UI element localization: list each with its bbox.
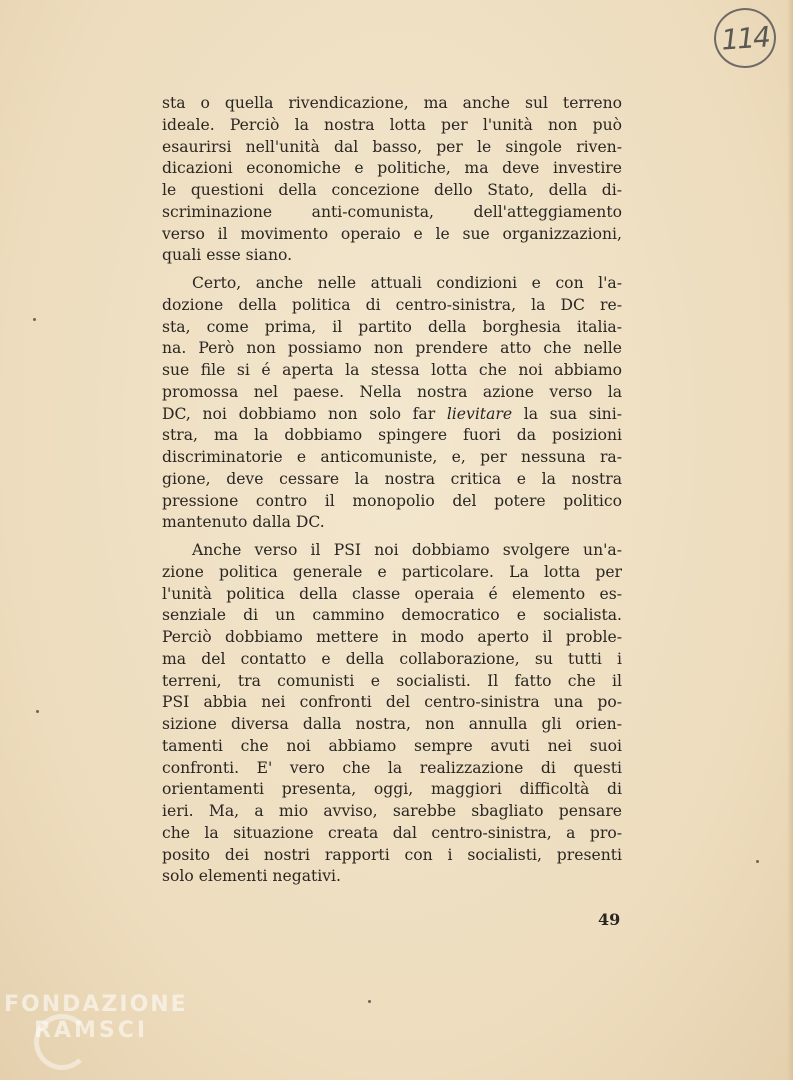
text-line: che la situazione creata dal centro-sinistra, a pro- <box>162 823 622 842</box>
text-line: confronti. E' vero che la realizzazione di questi <box>162 758 622 777</box>
text-line: le questioni della concezione dello Stato, della di- <box>162 181 622 199</box>
paragraph-3 <box>162 540 622 888</box>
text-line: l'unità politica della classe operaia é elemento es- <box>162 584 622 603</box>
watermark-line-1: FONDAZIONE <box>4 992 188 1017</box>
text-line: solo elementi negativi. <box>162 867 341 886</box>
paper-speck <box>36 710 39 713</box>
text-line: Perciò dobbiamo mettere in modo aperto il proble- <box>162 628 622 646</box>
body-text <box>162 93 622 894</box>
text-line: sta, come prima, il partito della borghesia italia- <box>162 317 622 336</box>
text-line: dozione della politica di centro-sinistra, la DC re- <box>162 295 622 314</box>
text-line: posito dei nostri rapporti con i socialisti, presenti <box>162 845 622 864</box>
text-line: DC, noi dobbiamo non solo far lievitare la sua sini- <box>162 404 622 423</box>
text-line: sue file si é aperta la stessa lotta che noi abbiamo <box>162 361 622 379</box>
text-line: senziale di un cammino democratico e socialista. <box>162 606 622 625</box>
text-line: discriminatorie e anticomuniste, e, per nessuna ra- <box>162 448 622 466</box>
watermark-line-2: RAMSCI <box>34 1018 149 1043</box>
page-number: 49 <box>598 910 621 929</box>
text-line: quali esse siano. <box>162 246 293 265</box>
text-line: pressione contro il monopolio del potere politico <box>162 491 622 510</box>
text-line: orientamenti presenta, oggi, maggiori difficoltà di <box>162 780 622 799</box>
text-line: gione, deve cessare la nostra critica e la nostra <box>162 469 622 488</box>
paper-speck <box>368 1000 371 1003</box>
paper-speck <box>756 860 759 863</box>
text-line: stra, ma la dobbiamo spingere fuori da posizioni <box>162 426 622 445</box>
text-line: Anche verso il PSI noi dobbiamo svolgere un'a- <box>192 541 622 559</box>
text-line: na. Però non possiamo non prendere atto che nelle <box>162 339 622 358</box>
text-line: sta o quella rivendicazione, ma anche sul terreno <box>162 94 622 112</box>
archive-stamp-number: 114 <box>720 19 770 57</box>
paper-speck <box>33 318 36 321</box>
text-line: esaurirsi nell'unità dal basso, per le singole riven- <box>162 137 622 156</box>
text-line: terreni, tra comunisti e socialisti. Il fatto che il <box>162 671 622 690</box>
archive-stamp <box>712 6 778 70</box>
text-line: sizione diversa dalla nostra, non annulla gli orien- <box>162 715 622 733</box>
text-line: ma del contatto e della collaborazione, su tutti i <box>162 649 622 668</box>
text-line: ieri. Ma, a mio avviso, sarebbe sbagliato pensare <box>162 802 622 820</box>
text-line: dicazioni economiche e politiche, ma deve investire <box>162 159 622 178</box>
watermark <box>4 992 204 1072</box>
text-line: PSI abbia nei confronti del centro-sinistra una po- <box>162 693 622 712</box>
text-line: Certo, anche nelle attuali condizioni e con l'a- <box>192 274 622 292</box>
paragraph-2 <box>162 273 622 534</box>
paragraph-1 <box>162 93 622 267</box>
emphasized-word: lievitare <box>446 404 513 423</box>
text-line: promossa nel paese. Nella nostra azione verso la <box>162 382 622 401</box>
text-line: ideale. Perciò la nostra lotta per l'unità non può <box>162 115 622 134</box>
text-line: tamenti che noi abbiamo sempre avuti nei suoi <box>162 736 622 755</box>
text-line: scriminazione anti-comunista, dell'atteggiamento <box>162 202 622 221</box>
watermark-g-logo <box>34 1014 90 1070</box>
text-line: mantenuto dalla DC. <box>162 513 325 532</box>
page-edge-shadow <box>787 0 793 1080</box>
text-line: zione politica generale e particolare. La lotta per <box>162 562 622 581</box>
text-line: verso il movimento operaio e le sue organizzazioni, <box>162 224 622 243</box>
